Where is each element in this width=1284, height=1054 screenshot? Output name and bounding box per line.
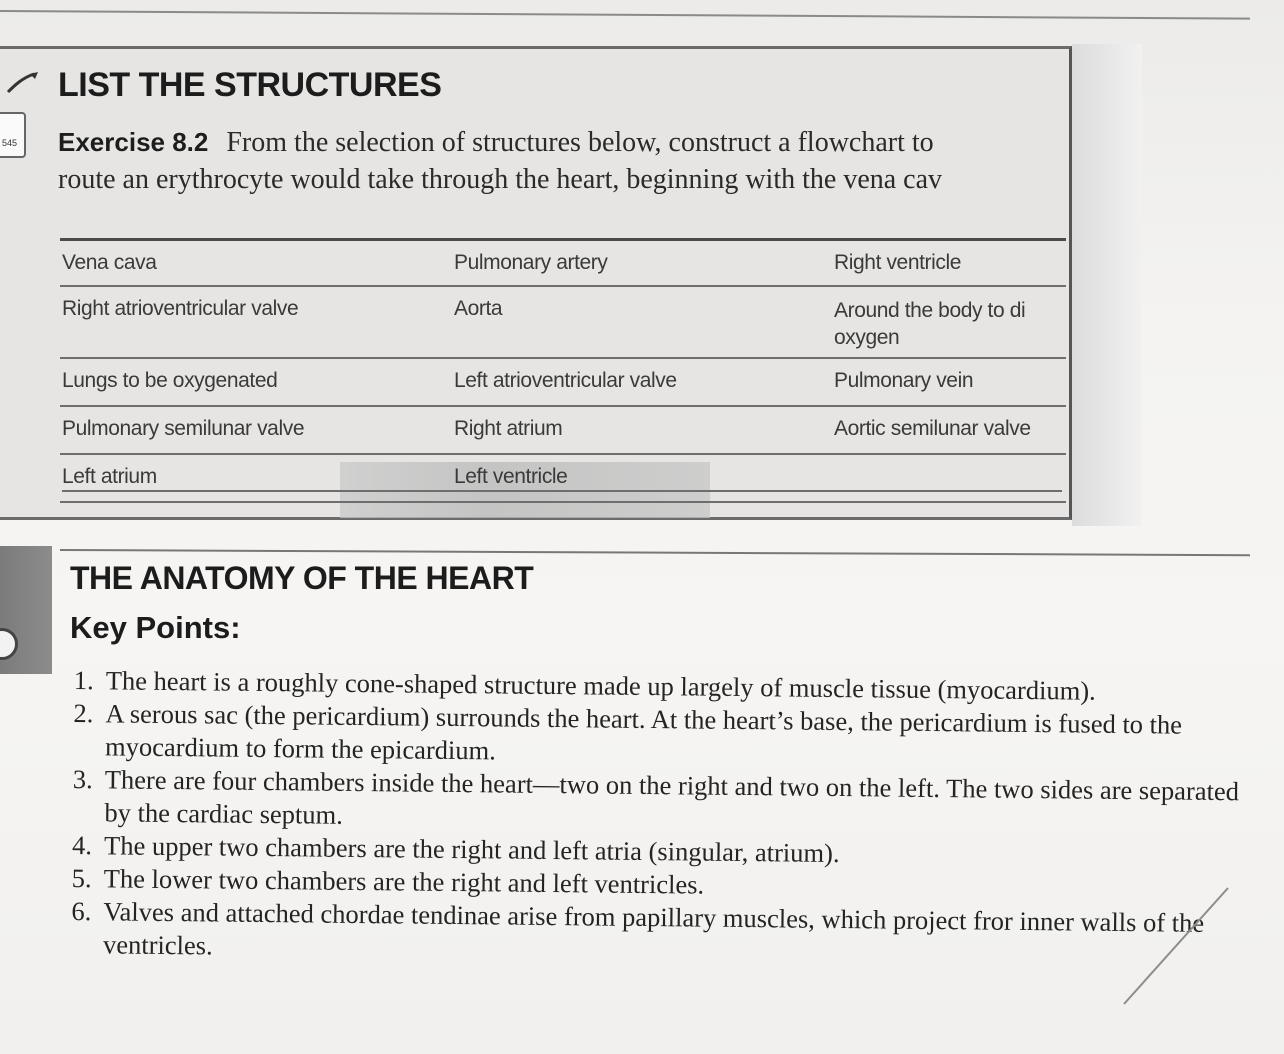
key-point-text: The lower two chambers are the right and left ventricles. <box>103 863 705 900</box>
table-bottom-rule <box>62 490 1062 492</box>
table-row <box>60 406 1066 454</box>
key-points-list <box>71 664 1244 973</box>
table-row <box>60 454 1066 502</box>
key-point-number: 5. <box>71 862 92 894</box>
table-cell: Pulmonary artery <box>454 251 608 274</box>
key-points-heading: Key Points: <box>70 610 241 645</box>
table-cell: Lungs to be oxygenated <box>62 369 278 392</box>
table-row <box>60 286 1066 358</box>
exercise-instructions <box>58 124 1074 198</box>
list-structures-title: LIST THE STRUCTURES <box>58 66 442 104</box>
key-point-number: 4. <box>71 829 93 861</box>
key-point-text: The heart is a roughly cone-shaped structure made up largely of muscle tissue (myocardium). <box>105 665 1096 706</box>
pen-stroke-mark <box>1118 880 1238 1010</box>
table-cell: Aortic semilunar valve <box>834 417 1031 440</box>
structures-table <box>60 238 1066 503</box>
table-cell: Left atrioventricular valve <box>454 369 677 392</box>
table-cell: Right atrium <box>454 417 563 440</box>
key-point-text: Valves and attached chordae tendinae arise from papillary muscles, which project fror inner walls of the ventricles. <box>102 896 1205 961</box>
side-tab <box>0 112 26 158</box>
key-point-number: 3. <box>72 763 93 795</box>
key-point <box>72 763 1243 841</box>
pencil-icon <box>4 70 44 96</box>
exercise-line-2: route an erythrocyte would take through the heart, beginning with the vena cav <box>58 164 943 195</box>
exercise-line-1: From the selection of structures below, construct a flowchart to <box>226 127 934 158</box>
key-point-number: 6. <box>71 895 92 927</box>
table-cell: Left atrium <box>62 465 157 488</box>
key-point-number: 1. <box>73 664 94 696</box>
key-point-text: A serous sac (the pericardium) surrounds the heart. At the heart’s base, the pericardium is fused to the myocardium to form the epicardium. <box>104 698 1183 766</box>
key-point-number: 2. <box>73 697 94 729</box>
key-point-text: There are four chambers inside the heart—two on the right and two on the left. The two sides are separated by the cardiac septum. <box>104 764 1240 830</box>
table-cell: Vena cava <box>62 251 157 274</box>
table-cell: Around the body to di oxygen <box>834 299 1026 349</box>
heart-anatomy-title: THE ANATOMY OF THE HEART <box>70 560 534 596</box>
table-cell: Right atrioventricular valve <box>62 297 299 320</box>
key-point <box>73 697 1244 775</box>
key-point-text: The upper two chambers are the right and left atria (singular, atrium). <box>103 830 840 869</box>
exercise-label: Exercise 8.2 <box>58 127 209 157</box>
table-row <box>60 358 1066 406</box>
table-cell: Pulmonary semilunar valve <box>62 417 305 440</box>
table-cell <box>832 454 1066 502</box>
key-point <box>71 895 1242 973</box>
table-cell: Aorta <box>454 297 503 320</box>
table-cell: Pulmonary vein <box>834 369 974 392</box>
table-row <box>60 240 1066 287</box>
table-cell: Right ventricle <box>834 251 962 274</box>
side-tab-label: 545 <box>2 138 18 148</box>
page-edge-shadow <box>1072 44 1142 526</box>
table-cell: Left ventricle <box>454 465 568 488</box>
